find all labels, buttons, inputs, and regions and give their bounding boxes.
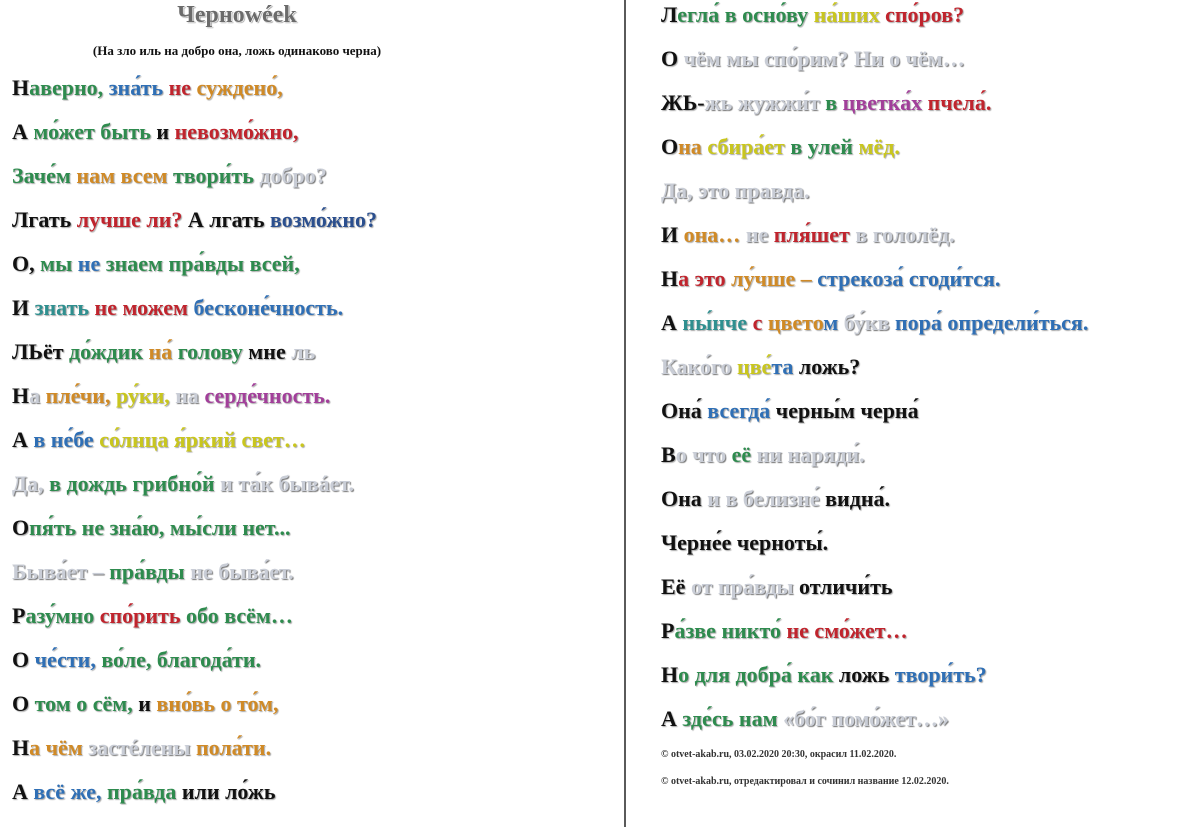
- poem-segment: на́: [148, 339, 178, 364]
- poem-segment: О: [12, 691, 35, 716]
- poem-segment: знаем пра́вды всей,: [105, 251, 300, 276]
- poem-line: [12, 425, 306, 455]
- poem-segment: О: [12, 647, 35, 672]
- poem-segment: А: [661, 706, 683, 731]
- poem-segment: Да,: [12, 471, 50, 496]
- poem-line: [12, 117, 299, 147]
- poem-segment: добро?: [259, 163, 327, 188]
- poem-segment: Л: [661, 2, 678, 27]
- poem-segment: лу́чше –: [731, 266, 818, 291]
- poem-segment: пра́вды: [109, 559, 191, 584]
- poem-segment: ль: [291, 339, 316, 364]
- poem-line: [661, 528, 828, 558]
- poem-line: [12, 645, 261, 675]
- poem-segment: Како́го: [661, 354, 737, 379]
- poem-line: [661, 572, 893, 602]
- poem-segment: ни наряди́.: [756, 442, 865, 467]
- poem-segment: всё же,: [33, 779, 107, 804]
- poem-segment: суждено́,: [196, 75, 283, 100]
- poem-segment: ложь: [838, 662, 895, 687]
- poem-line: [12, 557, 294, 587]
- poem-segment: возмо́жно?: [269, 207, 378, 232]
- poem-segment: Она: [661, 486, 708, 511]
- poem-segment: пя́ть не зна́ю, мы́сли нет...: [29, 515, 291, 540]
- page-title: Черноwéek: [177, 2, 297, 28]
- poem-segment: и в белизне́: [707, 486, 826, 511]
- column-divider: [624, 0, 626, 827]
- poem-segment: а: [678, 266, 695, 291]
- poem-segment: А: [12, 779, 34, 804]
- poem-line: [12, 689, 279, 719]
- poem-segment: отличи́ть: [799, 574, 893, 599]
- poem-segment: «бо́г помо́жет…»: [783, 706, 949, 731]
- poem-segment: ЖЬ-: [661, 90, 705, 115]
- poem-segment: А лгать: [187, 207, 270, 232]
- poem-segment: а чём: [29, 735, 89, 760]
- poem-segment: или ло́жь: [181, 779, 276, 804]
- poem-segment: Её: [661, 574, 691, 599]
- poem-segment: И: [661, 222, 684, 247]
- poem-segment: от пра́вды: [690, 574, 800, 599]
- poem-segment: а: [29, 383, 46, 408]
- poem-segment: аверно,: [29, 75, 109, 100]
- poem-segment: вно́вь о то́м,: [156, 691, 279, 716]
- poem-line: [12, 601, 293, 631]
- poem-segment: голову: [177, 339, 249, 364]
- poem-segment: зде́сь нам: [682, 706, 784, 731]
- poem-segment: О,: [12, 251, 41, 276]
- poem-segment: в: [825, 90, 843, 115]
- poem-segment: спо́ров?: [885, 2, 965, 27]
- poem-segment: не смо́жет…: [786, 618, 908, 643]
- page-subtitle: (На зло иль на добро она, ложь одинаково черна): [92, 43, 382, 58]
- poem-segment: а́зве никто́: [674, 618, 787, 643]
- poem-line: [661, 176, 810, 206]
- poem-segment: азу́мно: [25, 603, 100, 628]
- poem-line: [661, 308, 1088, 338]
- poem-segment: не: [77, 251, 106, 276]
- poem-line: [12, 381, 330, 411]
- poem-segment: ны́нче: [682, 310, 753, 335]
- poem-segment: твори́ть: [172, 163, 260, 188]
- poem-segment: мы: [40, 251, 78, 276]
- poem-segment: серде́чность.: [204, 383, 331, 408]
- poem-line: [661, 220, 955, 250]
- poem-segment: она…: [683, 222, 746, 247]
- poem-line: [12, 161, 327, 191]
- poem-segment: в улей: [790, 134, 859, 159]
- poem-segment: на: [175, 383, 205, 408]
- poem-segment: стрекоза́ сгоди́тся.: [817, 266, 1001, 291]
- poem-segment: во́ле,: [101, 647, 157, 672]
- poem-segment: на́ших: [813, 2, 886, 27]
- poem-segment: не можем: [94, 295, 194, 320]
- poem-segment: видна́.: [825, 486, 891, 511]
- credit-line: © otvet-akab.ru, 03.02.2020 20:30, окрасил 11.02.2020.: [661, 749, 897, 760]
- poem-segment: с: [752, 310, 768, 335]
- poem-segment: бу́кв: [843, 310, 895, 335]
- poem-segment: Н: [661, 662, 679, 687]
- poem-line: [12, 249, 300, 279]
- poem-segment: Черне́е черноты́.: [661, 530, 829, 555]
- poem-segment: твори́ть?: [894, 662, 987, 687]
- poem-segment: Н: [12, 735, 30, 760]
- poem-segment: невозмо́жно,: [174, 119, 299, 144]
- poem-segment: ЛЬёт: [12, 339, 70, 364]
- poem-segment: пора́ определи́ться.: [895, 310, 1089, 335]
- poem-segment: Да, это правда.: [661, 178, 810, 203]
- poem-line: [661, 44, 965, 74]
- poem-segment: цветка́х: [842, 90, 928, 115]
- poem-segment: со́лнца я́ркий свет…: [99, 427, 306, 452]
- poem-line: [12, 469, 354, 499]
- poem-segment: о что: [675, 442, 732, 467]
- poem-segment: А: [661, 310, 683, 335]
- poem-line: [12, 205, 377, 235]
- poem-line: [12, 73, 283, 103]
- poem-segment: это: [694, 266, 732, 291]
- poem-line: [661, 704, 949, 734]
- poem-segment: ложь?: [798, 354, 861, 379]
- poem-line: [661, 264, 1000, 294]
- poem-segment: пола́ти.: [195, 735, 272, 760]
- poem-segment: на: [678, 134, 708, 159]
- poem-segment: та: [771, 354, 799, 379]
- poem-line: [12, 733, 271, 763]
- poem-line: [12, 293, 343, 323]
- poem-segment: ру́ки,: [115, 383, 176, 408]
- poem-segment: Она́: [661, 398, 708, 423]
- poem-line: [12, 777, 275, 807]
- poem-segment: жь жужжи́т: [704, 90, 826, 115]
- poem-segment: её: [731, 442, 757, 467]
- poem-line: [12, 513, 290, 543]
- poem-segment: Р: [661, 618, 675, 643]
- poem-segment: том о сём,: [34, 691, 139, 716]
- poem-segment: не быва́ет.: [190, 559, 294, 584]
- poem-segment: всегда́: [707, 398, 776, 423]
- poem-segment: цве́: [737, 354, 772, 379]
- poem-segment: че́сти,: [34, 647, 102, 672]
- poem-segment: чём мы спо́рим? Ни о чём…: [683, 46, 965, 71]
- poem-segment: в дождь грибно́й: [49, 471, 221, 496]
- poem-segment: О: [661, 134, 679, 159]
- poem-segment: нам всем: [76, 163, 173, 188]
- poem-segment: лучше ли?: [76, 207, 188, 232]
- poem-segment: в гололёд.: [855, 222, 955, 247]
- poem-segment: спо́рить: [99, 603, 186, 628]
- poem-segment: Н: [661, 266, 679, 291]
- poem-segment: И: [12, 295, 35, 320]
- poem-line: [661, 660, 987, 690]
- poem-segment: мо́жет быть: [33, 119, 157, 144]
- poem-segment: м: [823, 310, 844, 335]
- poem-segment: егла́ в осно́ву: [677, 2, 814, 27]
- poem-segment: цвето: [767, 310, 824, 335]
- poem-segment: пля́шет: [773, 222, 856, 247]
- poem-segment: А: [12, 119, 34, 144]
- poem-line: [661, 396, 919, 426]
- poem-segment: сбира́ет: [707, 134, 791, 159]
- poem-segment: Заче́м: [12, 163, 77, 188]
- poem-segment: знать: [34, 295, 95, 320]
- poem-segment: мёд.: [858, 134, 900, 159]
- poem-line: [661, 0, 964, 30]
- poem-segment: благода́ти.: [156, 647, 262, 672]
- poem-segment: в не́бе: [33, 427, 100, 452]
- credit-line: © otvet-akab.ru, отредактировал и сочинил название 12.02.2020.: [661, 776, 949, 787]
- poem-line: [661, 616, 908, 646]
- poem-line: [661, 352, 860, 382]
- poem-segment: пле́чи,: [45, 383, 116, 408]
- poem-segment: А: [12, 427, 34, 452]
- poem-segment: не: [745, 222, 774, 247]
- poem-segment: обо всём…: [186, 603, 293, 628]
- poem-line: [661, 440, 865, 470]
- poem-segment: Н: [12, 383, 30, 408]
- poem-segment: зна́ть: [108, 75, 169, 100]
- poem-line: [661, 132, 900, 162]
- poem-segment: до́ждик: [69, 339, 149, 364]
- poem-segment: бесконе́чность.: [193, 295, 344, 320]
- poem-segment: черны́м черна́: [775, 398, 919, 423]
- poem-segment: мне: [248, 339, 292, 364]
- poem-segment: и: [156, 119, 175, 144]
- poem-segment: застéлены: [88, 735, 196, 760]
- poem-segment: Быва́ет –: [12, 559, 110, 584]
- poem-segment: и та́к бывáет.: [220, 471, 354, 496]
- poem-segment: и: [138, 691, 157, 716]
- poem-segment: Р: [12, 603, 26, 628]
- poem-segment: о для добра́ как: [678, 662, 839, 687]
- poem-segment: Н: [12, 75, 30, 100]
- poem-segment: пчела́.: [927, 90, 992, 115]
- poem-segment: О: [661, 46, 684, 71]
- poem-line: [661, 88, 991, 118]
- poem-line: [12, 337, 315, 367]
- poem-segment: пра́вда: [107, 779, 182, 804]
- poem-segment: Лгать: [12, 207, 77, 232]
- poem-segment: В: [661, 442, 676, 467]
- poem-segment: не: [168, 75, 197, 100]
- poem-line: [661, 484, 890, 514]
- poem-segment: О: [12, 515, 30, 540]
